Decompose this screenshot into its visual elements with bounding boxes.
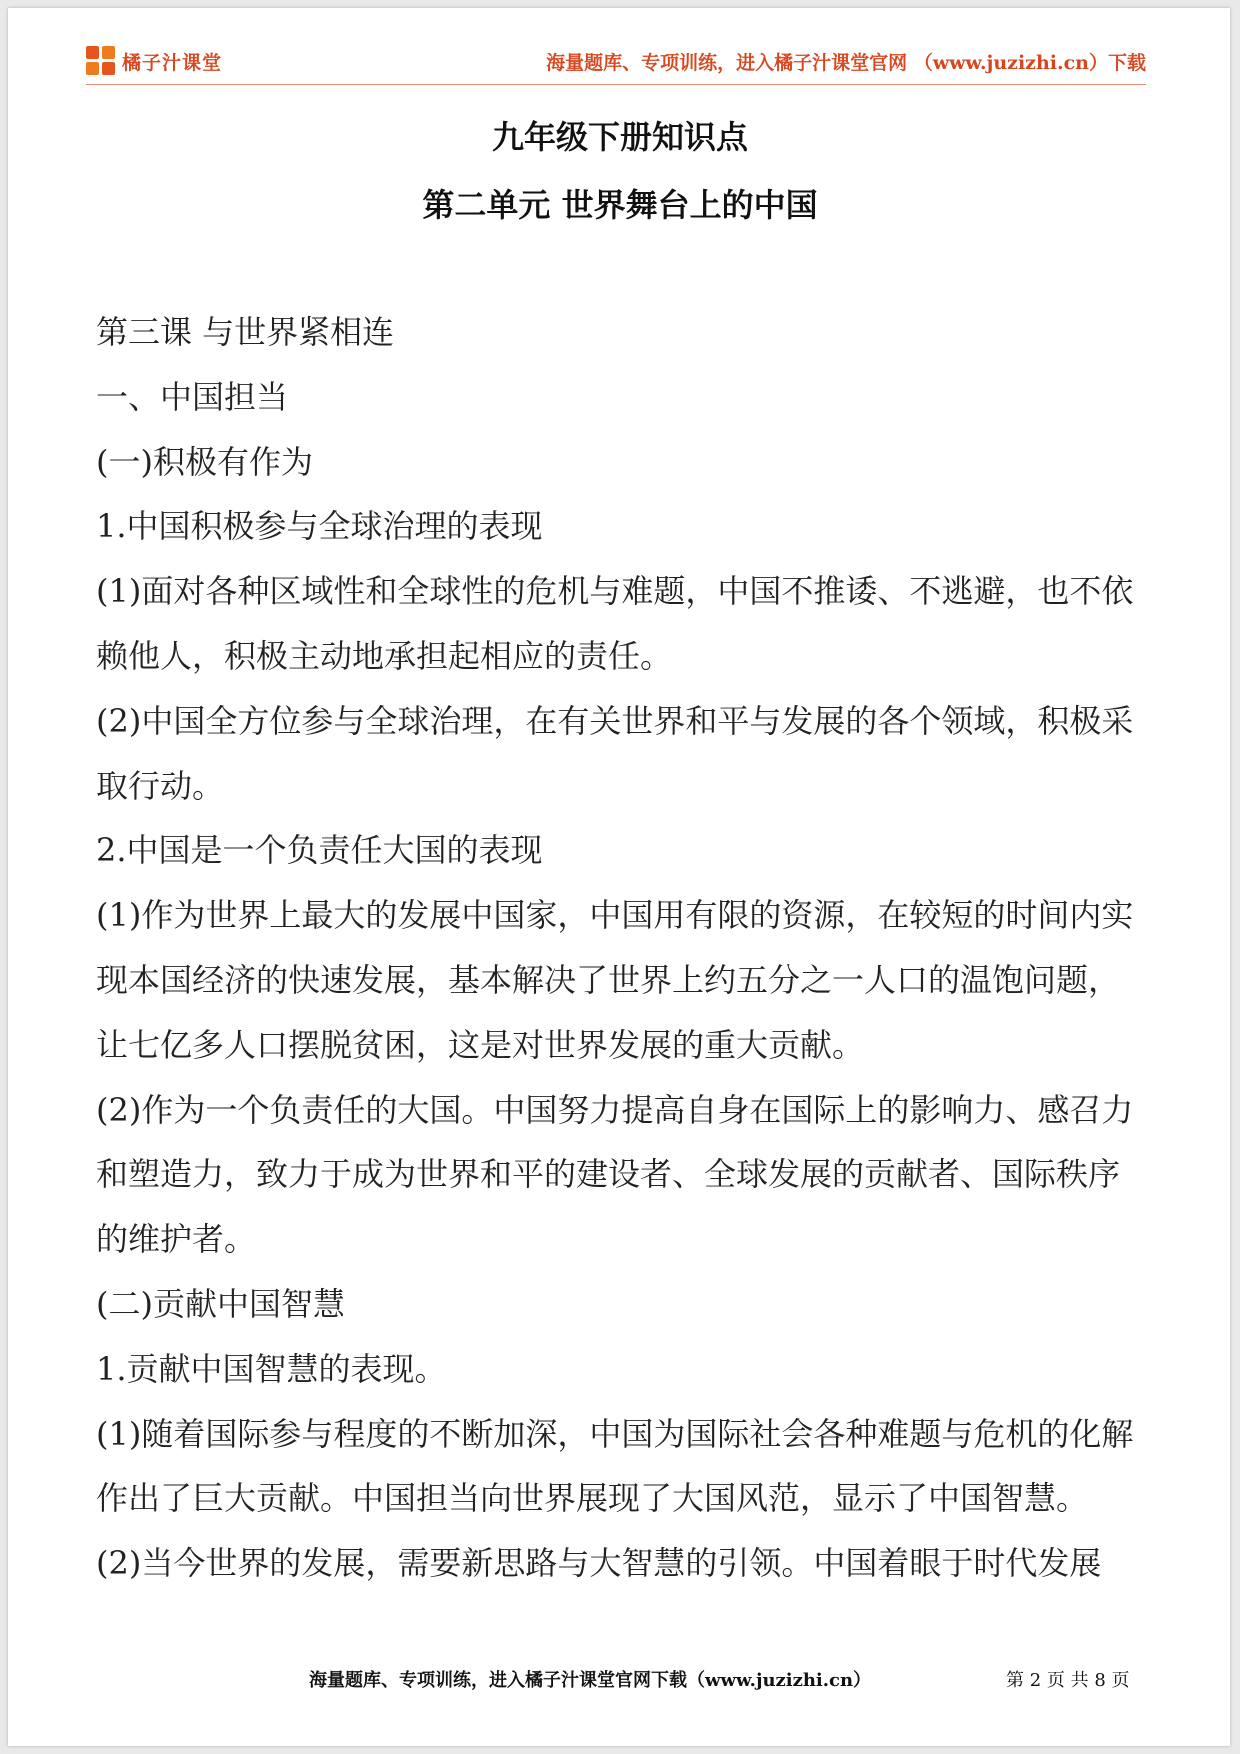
point-heading: 1.贡献中国智慧的表现。: [96, 1349, 447, 1388]
paragraph: (1)面对各种区域性和全球性的危机与难题，中国不推诿、不逃避，也不依赖他人，积极主动地承担起相应的责任。: [96, 572, 1134, 675]
brand-logo[interactable]: [86, 44, 222, 78]
paragraph: (2)中国全方位参与全球治理，在有关世界和平与发展的各个领域，积极采取行动。: [96, 701, 1134, 805]
logo-text: 橘子汁课堂: [122, 51, 223, 74]
paragraph: (2)当今世界的发展，需要新思路与大智慧的引领。中国着眼于时代发展: [96, 1544, 1102, 1583]
document-title: 九年级下册知识点: [491, 118, 748, 156]
page-number: 第 2 页 共 8 页: [1006, 1670, 1130, 1691]
document-body: [96, 300, 1146, 1596]
header-slogan: 海量题库、专项训练，进入橘子汁课堂官网 （www.juzizhi.cn）下载: [546, 52, 1146, 74]
paragraph: (1)作为世界上最大的发展中国家，中国用有限的资源，在较短的时间内实现本国经济的快速发展，基本解决了世界上约五分之一人口的温饱问题，让七亿多人口摆脱贫困，这是对世界发展的重大贡献。: [96, 896, 1134, 1064]
paragraph: (1)随着国际参与程度的不断加深，中国为国际社会各种难题与危机的化解作出了巨大贡献。中国担当向世界展现了大国风范，显示了中国智慧。: [96, 1414, 1134, 1518]
footer-text: 海量题库、专项训练，进入橘子汁课堂官网下载（www.juzizhi.cn）: [309, 1670, 872, 1691]
page-footer: [0, 1666, 1240, 1696]
subsection-heading: (一)积极有作为: [96, 442, 313, 481]
point-heading: 1.中国积极参与全球治理的表现: [96, 507, 543, 546]
point-heading: 2.中国是一个负责任大国的表现: [96, 831, 543, 870]
paragraph: (2)作为一个负责任的大国。中国努力提高自身在国际上的影响力、感召力和塑造力，致力于成为世界和平的建设者、全球发展的贡献者、国际秩序的维护者。: [96, 1090, 1134, 1259]
lesson-heading: 第三课 与世界紧相连: [96, 313, 395, 351]
page-header: [86, 44, 1146, 80]
unit-title: 第二单元 世界舞台上的中国: [422, 186, 818, 224]
logo-icon: [86, 46, 116, 76]
header-divider: [86, 84, 1146, 85]
subsection-heading: (二)贡献中国智慧: [96, 1284, 345, 1323]
section-heading: 一、中国担当: [96, 377, 289, 416]
